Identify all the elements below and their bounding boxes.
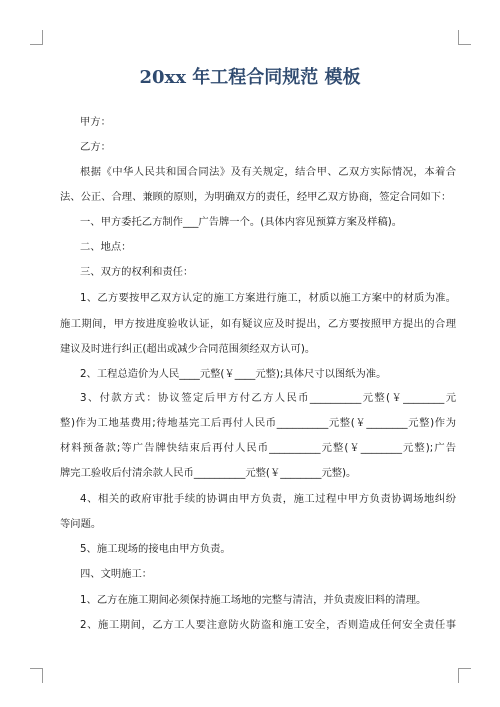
clause-line: 施工期间，甲方按进度验收认证，如有疑议应及时提出，乙方要按照甲方提出的合理	[60, 318, 456, 330]
section-heading: 三、双方的权利和责任：	[80, 266, 194, 278]
payment-line: 3、付款方式：协议签定后甲方付乙方人民币__________元整(￥________元	[80, 392, 456, 404]
party-b-line: 乙方：	[80, 141, 111, 153]
intro-paragraph-line: 法、公正、合理、兼顾的原则，为明确双方的责任，经甲乙双方协商，签定合同如下：	[60, 191, 452, 203]
crop-mark-top-right	[458, 30, 471, 45]
clause-line: 1、乙方在施工期间必须保持施工场地的完整与清洁，并负责废旧料的清理。	[80, 594, 427, 606]
clause-line: 2、工程总造价为人民____元整(￥____元整);具体尺寸以图纸为准。	[80, 368, 387, 380]
document-title	[0, 63, 500, 89]
clause-line: 建议及时进行纠正(超出或减少合同范围须经双方认可)。	[60, 343, 316, 355]
section-heading: 四、文明施工：	[80, 568, 153, 580]
clause-line: 1、乙方要按甲乙双方认定的施工方案进行施工，材质以施工方案中的材质为准。	[80, 292, 456, 304]
party-a-line: 甲方：	[80, 116, 111, 128]
payment-line: 整)作为工地基费用;待地基完工后再付人民币__________元整(￥________元整)作为	[60, 417, 456, 429]
title-text: 年工程合同规范 模板	[192, 67, 361, 88]
payment-line: 牌完工验收后付清余款人民币__________元整(￥________元整)。	[60, 467, 357, 479]
payment-line: 材料预备款;等广告牌快结束后再付人民币__________元整(￥________元整);广告	[60, 442, 456, 454]
intro-paragraph-line: 根据《中华人民共和国合同法》及有关规定，结合甲、乙双方实际情况，本着合	[80, 166, 456, 178]
crop-mark-top-left	[30, 30, 43, 45]
clause-line: 4、相关的政府审批手续的协调由甲方负责，施工过程中甲方负责协调场地纠纷	[80, 493, 456, 505]
clause-line: 5、施工现场的接电由甲方负责。	[80, 543, 231, 555]
section-heading: 二、地点：	[80, 241, 132, 253]
clause-line: 一、甲方委托乙方制作___广告牌一个。(具体内容见预算方案及样稿)。	[80, 216, 403, 228]
crop-mark-bottom-right	[458, 668, 471, 683]
crop-mark-bottom-left	[30, 668, 43, 683]
clause-line: 等问题。	[60, 518, 102, 530]
title-number: 20xx	[139, 67, 186, 88]
clause-line: 2、施工期间，乙方工人要注意防火防盗和施工安全，否则造成任何安全责任事	[80, 619, 456, 631]
